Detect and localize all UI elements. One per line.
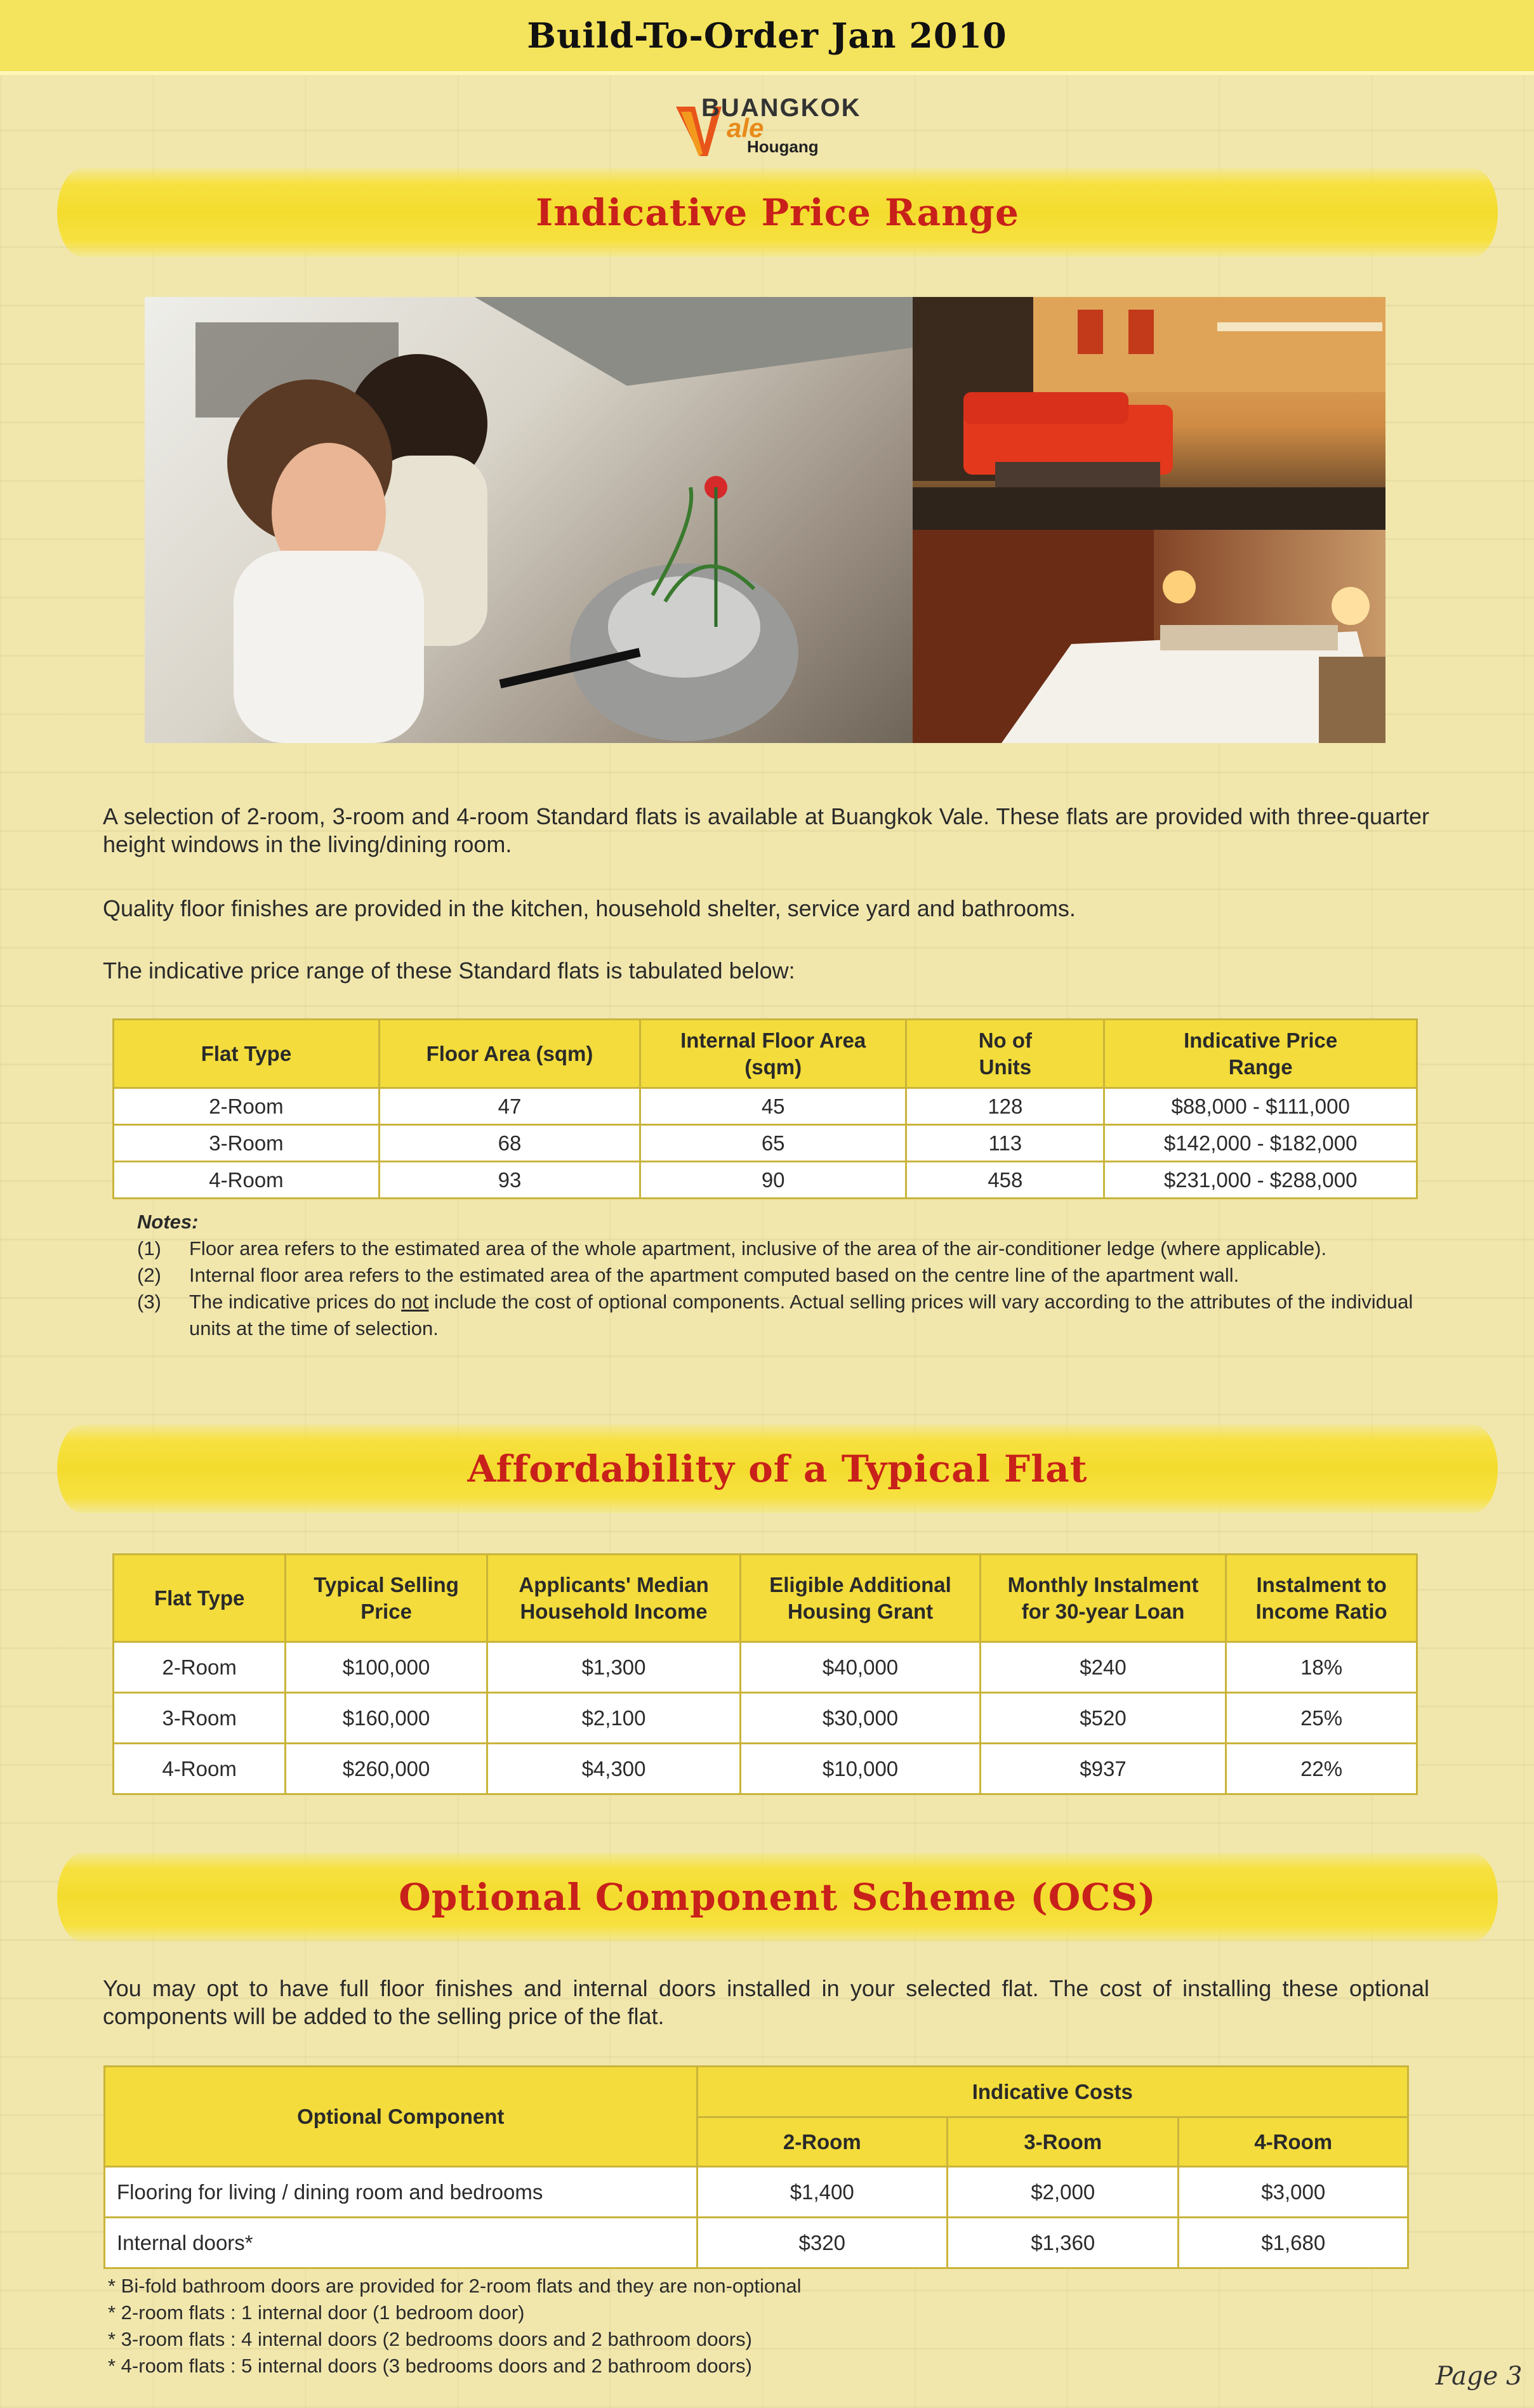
ocs-table xyxy=(103,2065,1409,2269)
header-3-room: 3-Room xyxy=(947,2117,1178,2167)
table-row xyxy=(114,1642,1417,1693)
cell-housing-grant: $40,000 xyxy=(741,1642,980,1693)
cell-component: Internal doors* xyxy=(105,2218,698,2268)
header-flat-type: Flat Type xyxy=(114,1020,380,1088)
afford-table-header-row xyxy=(114,1555,1417,1642)
note-3-underlined: not xyxy=(401,1291,429,1313)
cell-price-range: $231,000 - $288,000 xyxy=(1104,1162,1417,1199)
affordability-table xyxy=(112,1553,1418,1795)
cell-monthly-instalment: $520 xyxy=(980,1693,1226,1744)
note-3-part-b: include the cost of optional components. Actual selling prices will vary according to the attributes of the individual units at the time of selection. xyxy=(189,1291,1413,1339)
notes-block xyxy=(137,1209,1419,1342)
cell-median-income: $2,100 xyxy=(487,1693,740,1744)
table-row xyxy=(114,1125,1417,1162)
header-internal-floor-area: Internal Floor Area (sqm) xyxy=(640,1020,906,1088)
note-number: (1) xyxy=(137,1237,161,1260)
section-heading-affordability: Affordability of a Typical Flat xyxy=(467,1447,1088,1490)
section-banner-ocs xyxy=(57,1853,1498,1942)
cell-cost-4-room: $1,680 xyxy=(1179,2218,1408,2268)
footnote-4: * 4-room flats : 5 internal doors (3 bedrooms doors and 2 bathroom doors) xyxy=(108,2355,752,2377)
cell-selling-price: $260,000 xyxy=(286,1744,487,1794)
cell-units: 128 xyxy=(906,1088,1104,1125)
photo-couple-kitchen xyxy=(145,297,913,743)
cell-instalment-ratio: 18% xyxy=(1226,1642,1417,1693)
logo-line-2: ale xyxy=(727,113,764,143)
note-3-part-a: The indicative prices do xyxy=(189,1291,402,1313)
cell-flat-type: 3-Room xyxy=(114,1125,380,1162)
ocs-intro-paragraph: You may opt to have full floor finishes and internal doors installed in your selected flat. The cost of installing these optional components will be added to the selling price of the flat. xyxy=(103,1975,1429,2029)
page-number: Page 3 xyxy=(1436,2362,1523,2391)
price-range-table xyxy=(112,1018,1418,1199)
table-row xyxy=(114,1744,1417,1794)
intro-paragraph-1: A selection of 2-room, 3-room and 4-room Standard flats is available at Buangkok Vale. These flats are provided with three-quarter height windows in the living/dining room. xyxy=(103,803,1429,857)
photo-bedroom xyxy=(913,530,1385,743)
top-title-bar xyxy=(0,0,1534,75)
section-banner-price xyxy=(57,168,1498,257)
buangkok-vale-logo xyxy=(676,94,885,157)
cell-flat-type: 4-Room xyxy=(114,1162,380,1199)
header-optional-component: Optional Component xyxy=(105,2067,698,2167)
logo-line-1: BUANGKOK xyxy=(701,94,861,122)
living-room-illustration xyxy=(913,297,1385,530)
table-row xyxy=(105,2218,1408,2268)
ocs-header-row-1 xyxy=(105,2067,1408,2117)
header-median-income: Applicants' Median Household Income xyxy=(487,1555,740,1642)
cell-internal-area: 90 xyxy=(640,1162,906,1199)
cell-cost-4-room: $3,000 xyxy=(1179,2167,1408,2218)
header-2-room: 2-Room xyxy=(697,2117,947,2167)
cell-flat-type: 2-Room xyxy=(114,1088,380,1125)
header-instalment-ratio: Instalment to Income Ratio xyxy=(1226,1555,1417,1642)
note-text xyxy=(189,1289,1419,1342)
page-title: Build-To-Order Jan 2010 xyxy=(527,15,1007,56)
cell-instalment-ratio: 22% xyxy=(1226,1744,1417,1794)
footnote-2: * 2-room flats : 1 internal door (1 bedroom door) xyxy=(108,2301,525,2324)
header-floor-area: Floor Area (sqm) xyxy=(379,1020,640,1088)
footnote-3: * 3-room flats : 4 internal doors (2 bedrooms doors and 2 bathroom doors) xyxy=(108,2328,752,2350)
cell-flat-type: 3-Room xyxy=(114,1693,286,1744)
table-row xyxy=(114,1162,1417,1199)
cell-units: 458 xyxy=(906,1162,1104,1199)
cell-housing-grant: $30,000 xyxy=(741,1693,980,1744)
note-text: Floor area refers to the estimated area of the whole apartment, inclusive of the area of the air-conditioner ledge (where applicable). xyxy=(189,1237,1327,1260)
cell-flat-type: 4-Room xyxy=(114,1744,286,1794)
header-no-of-units: No of Units xyxy=(906,1020,1104,1088)
cell-internal-area: 65 xyxy=(640,1125,906,1162)
intro-paragraph-3: The indicative price range of these Standard flats is tabulated below: xyxy=(103,957,795,984)
price-table-header-row xyxy=(114,1020,1417,1088)
cell-cost-2-room: $1,400 xyxy=(697,2167,947,2218)
cell-selling-price: $160,000 xyxy=(286,1693,487,1744)
note-number: (2) xyxy=(137,1264,161,1286)
bedroom-illustration xyxy=(913,530,1385,743)
table-row xyxy=(105,2167,1408,2218)
photo-collage xyxy=(145,297,1385,743)
note-3 xyxy=(137,1289,1419,1342)
section-banner-affordability xyxy=(57,1424,1498,1513)
cell-monthly-instalment: $937 xyxy=(980,1744,1226,1794)
cell-floor-area: 47 xyxy=(379,1088,640,1125)
note-1 xyxy=(137,1235,1419,1262)
section-heading-price: Indicative Price Range xyxy=(536,191,1019,234)
kitchen-illustration xyxy=(145,297,913,743)
cell-component: Flooring for living / dining room and bedrooms xyxy=(105,2167,698,2218)
table-row xyxy=(114,1693,1417,1744)
note-text: Internal floor area refers to the estimated area of the apartment computed based on the centre line of the apartment wall. xyxy=(189,1264,1240,1286)
header-flat-type: Flat Type xyxy=(114,1555,286,1642)
header-housing-grant: Eligible Additional Housing Grant xyxy=(741,1555,980,1642)
header-typical-selling-price: Typical Selling Price xyxy=(286,1555,487,1642)
notes-title: Notes: xyxy=(137,1211,199,1233)
cell-cost-3-room: $2,000 xyxy=(947,2167,1178,2218)
cell-floor-area: 93 xyxy=(379,1162,640,1199)
intro-paragraph-2: Quality floor finishes are provided in the kitchen, household shelter, service yard and bathrooms. xyxy=(103,895,1076,921)
header-indicative-price-range: Indicative Price Range xyxy=(1104,1020,1417,1088)
cell-median-income: $4,300 xyxy=(487,1744,740,1794)
note-2 xyxy=(137,1262,1419,1289)
cell-cost-2-room: $320 xyxy=(697,2218,947,2268)
note-number: (3) xyxy=(137,1291,161,1313)
cell-monthly-instalment: $240 xyxy=(980,1642,1226,1693)
cell-price-range: $142,000 - $182,000 xyxy=(1104,1125,1417,1162)
header-indicative-costs: Indicative Costs xyxy=(697,2067,1408,2117)
cell-instalment-ratio: 25% xyxy=(1226,1693,1417,1744)
table-row xyxy=(114,1088,1417,1125)
photo-living-room xyxy=(913,297,1385,530)
cell-internal-area: 45 xyxy=(640,1088,906,1125)
header-monthly-instalment: Monthly Instalment for 30-year Loan xyxy=(980,1555,1226,1642)
cell-flat-type: 2-Room xyxy=(114,1642,286,1693)
cell-units: 113 xyxy=(906,1125,1104,1162)
cell-selling-price: $100,000 xyxy=(286,1642,487,1693)
cell-price-range: $88,000 - $111,000 xyxy=(1104,1088,1417,1125)
cell-median-income: $1,300 xyxy=(487,1642,740,1693)
header-4-room: 4-Room xyxy=(1179,2117,1408,2167)
cell-housing-grant: $10,000 xyxy=(741,1744,980,1794)
footnote-1: * Bi-fold bathroom doors are provided for 2-room flats and they are non-optional xyxy=(108,2275,802,2297)
cell-floor-area: 68 xyxy=(379,1125,640,1162)
cell-cost-3-room: $1,360 xyxy=(947,2218,1178,2268)
logo-line-3: Hougang xyxy=(747,137,819,156)
section-heading-ocs: Optional Component Scheme (OCS) xyxy=(399,1876,1156,1919)
footnotes xyxy=(108,2273,802,2379)
